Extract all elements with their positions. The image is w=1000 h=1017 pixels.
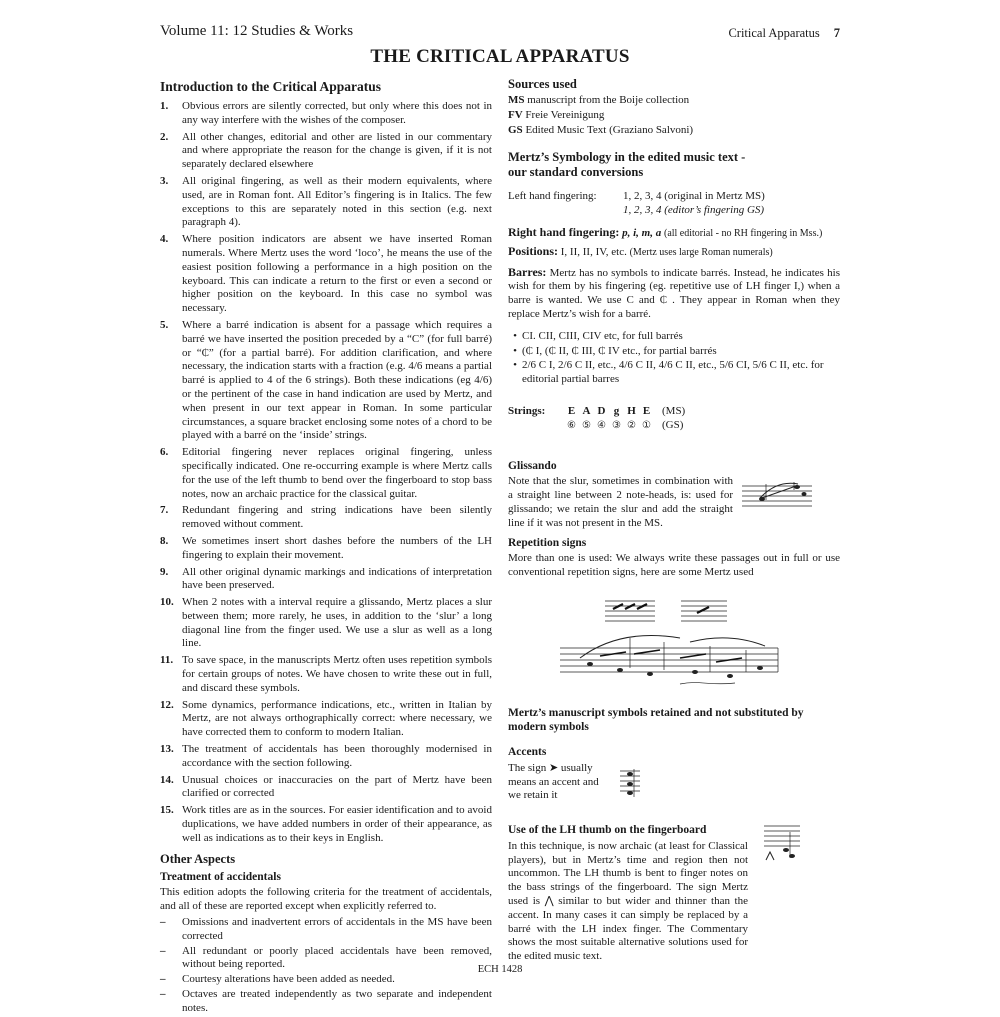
glissando-heading: Glissando xyxy=(508,459,557,472)
barre-list-item xyxy=(508,330,840,344)
intro-list xyxy=(160,100,492,846)
item-number: 2. xyxy=(160,130,169,143)
rh-fingering-note: (all editorial - no RH fingering in Mss.) xyxy=(663,227,823,239)
intro-list-item xyxy=(160,535,492,563)
bullet-icon: • xyxy=(513,359,517,372)
string-gs-number: ④ xyxy=(597,419,606,431)
item-number: 4. xyxy=(160,233,169,246)
source-desc: Edited Music Text (Graziano Salvoni) xyxy=(525,123,694,136)
item-text: All other changes, editorial and other are listed in our commentary and where appropriate the reason for the change is given, if it is not separately declared elsewhere xyxy=(182,130,492,171)
page-number: 7 xyxy=(833,26,840,40)
accents-heading: Accents xyxy=(508,746,547,758)
lh-fingering-editor: 1, 2, 3, 4 (editor’s fingering GS) xyxy=(623,204,765,217)
accidentals-heading: Treatment of accidentals xyxy=(160,870,281,883)
item-text: Octaves are treated independently as two separate and independent notes. xyxy=(182,988,492,1014)
source-item xyxy=(508,124,840,138)
positions-note: (Mertz uses large Roman numerals) xyxy=(629,246,773,258)
symbology-heading-line-1: Mertz’s Symbology in the edited music text - xyxy=(508,150,746,165)
source-code: FV xyxy=(508,108,523,121)
sources-list xyxy=(508,94,840,137)
repetition-heading: Repetition signs xyxy=(508,536,587,549)
strings-ms-row xyxy=(564,405,685,419)
glissando-text: Note that the slur, sometimes in combination with a straight line between 2 note-heads, is: used for glissando; we retain the slur and add the straight line if it was not present in the MS. xyxy=(508,475,733,529)
page-title: THE CRITICAL APPARATUS xyxy=(370,46,630,67)
retained-heading: Mertz’s manuscript symbols retained and not substituted by modern symbols xyxy=(508,707,804,733)
string-ms-letter: E xyxy=(567,404,576,417)
item-text: Work titles are as in the sources. For easier identification and to avoid duplications, we have added numbers in order of their appearance, as well as indications as to their keys in English. xyxy=(182,804,492,844)
item-text: Where position indicators are absent we have inserted Roman numerals. Where Mertz uses the word ‘loco’, he means the use of the easiest position following a performance in a high position on the keyboard. This can indicate a return to the first or even a second or higher position on the keyboard. In this case no symbol was necessary. xyxy=(182,233,492,315)
item-number: 15. xyxy=(160,804,174,817)
source-code: MS xyxy=(508,94,525,106)
item-text: All original fingering, as well as their modern equivalents, where used, are in Roman font. All Editor’s fingering is in Italics. The few exceptions to this are separately noted in this section (e.g. next paragraph 4). xyxy=(182,174,492,229)
symbology-heading-line-2: our standard conversions xyxy=(508,165,644,180)
thumb-section xyxy=(508,824,748,966)
intro-list-item xyxy=(160,654,492,695)
item-text: Obvious errors are silently corrected, but only where this does not in any way interfere with the wishes of the composer. xyxy=(182,100,492,126)
dash-marker: – xyxy=(160,916,166,929)
item-number: 3. xyxy=(160,174,169,187)
left-column xyxy=(160,79,492,1017)
string-ms-letter: D xyxy=(597,404,606,417)
item-number: 5. xyxy=(160,318,169,331)
item-text: 2/6 C I, 2/6 C II, etc., 4/6 C II, 4/6 C II, etc., 5/6 CI, 5/6 C II, etc. for editorial partial barres xyxy=(522,359,824,386)
lh-fingering xyxy=(508,190,840,218)
barres-paragraph xyxy=(508,266,840,322)
strings-gs-tag: (GS) xyxy=(662,418,684,431)
string-ms-letter: H xyxy=(627,404,636,417)
intro-heading: Introduction to the Critical Apparatus xyxy=(160,79,382,94)
accidentals-list-item xyxy=(160,973,492,987)
barre-list-item xyxy=(508,359,840,387)
intro-list-item xyxy=(160,100,492,128)
string-ms-letter: E xyxy=(642,404,651,417)
item-text: We sometimes insert short dashes before the numbers of the LH fingering to explain their movement. xyxy=(182,534,492,561)
dash-marker: – xyxy=(160,944,166,957)
item-number: 12. xyxy=(160,698,174,711)
string-ms-letter: g xyxy=(613,404,620,417)
glissando-music-example xyxy=(742,478,814,514)
thumb-heading: Use of the LH thumb on the fingerboard xyxy=(508,824,707,836)
item-text: Unusual choices or inaccuracies on the part of Mertz have been clarified or corrected xyxy=(182,773,492,800)
repetition-sign-2 xyxy=(681,597,729,625)
strings-gs-row xyxy=(564,419,685,433)
source-item xyxy=(508,109,840,123)
source-desc: manuscript from the Boije collection xyxy=(527,94,690,106)
intro-list-item xyxy=(160,233,492,316)
string-gs-number: ⑤ xyxy=(582,419,591,431)
item-number: 13. xyxy=(160,743,174,756)
intro-list-item xyxy=(160,319,492,443)
item-number: 6. xyxy=(160,446,169,459)
item-text: Omissions and inadvertent errors of accidentals in the MS have been corrected xyxy=(182,916,492,942)
string-gs-number: ⑥ xyxy=(567,419,576,431)
dash-marker: – xyxy=(160,988,166,1001)
accidentals-list-item xyxy=(160,988,492,1016)
item-text: CI. CII, CIII, CIV etc, for full barrés xyxy=(522,329,683,342)
accidentals-intro: This edition adopts the following criteria for the treatment of accidentals, and all of these are reported except when explicitly referred to. xyxy=(160,886,492,913)
barre-list xyxy=(508,330,840,387)
lh-fingering-label: Left hand fingering: xyxy=(508,190,597,203)
item-number: 10. xyxy=(160,596,174,609)
rh-fingering xyxy=(508,226,840,241)
item-text: All redundant or poorly placed accidentals have been removed, without being reported. xyxy=(182,944,492,971)
item-text: The treatment of accidentals has been thoroughly modernised in accordance with the section following. xyxy=(182,743,492,769)
repetition-music-example xyxy=(560,628,780,692)
thumb-music-example xyxy=(762,820,802,862)
repetition-section xyxy=(508,537,840,580)
source-code: GS xyxy=(508,123,523,136)
strings-label: Strings: xyxy=(508,404,546,417)
section-name: Critical Apparatus xyxy=(728,26,820,40)
barres-label: Barres: xyxy=(508,264,547,279)
other-aspects-heading: Other Aspects xyxy=(160,851,236,866)
item-number: 9. xyxy=(160,565,169,578)
accents-section xyxy=(508,746,608,805)
rh-fingering-label: Right hand fingering: xyxy=(508,224,620,239)
dash-marker: – xyxy=(160,973,166,986)
lh-fingering-original: 1, 2, 3, 4 (original in Mertz MS) xyxy=(623,190,765,203)
source-desc: Freie Vereinigung xyxy=(525,108,605,121)
item-text: Redundant fingering and string indications have been silently removed without comment. xyxy=(182,504,492,531)
repetition-text: More than one is used: We always write these passages out in full or use conventional repetition signs, here are some Mertz used xyxy=(508,552,840,579)
item-text: All other original dynamic markings and indications of interpretation have been preserved. xyxy=(182,565,492,592)
item-text: Editorial fingering never replaces original fingering, unless specifically indicated. One re-occurring example is where Mertz calls for the use of the left thumb to bend over the fingerboard to stop bass notes, now an archaic practice for the classical guitar. xyxy=(182,446,492,500)
item-text: Courtesy alterations have been added as needed. xyxy=(182,973,395,986)
strings-ms-tag: (MS) xyxy=(662,404,686,417)
glissando-section xyxy=(508,460,733,531)
item-text: To save space, in the manuscripts Mertz often uses repetition symbols for certain groups of notes. We have chosen to write these out in full, and discard these symbols. xyxy=(182,654,492,694)
string-gs-number: ③ xyxy=(612,419,621,431)
string-ms-letter: A xyxy=(582,404,591,417)
string-gs-number: ② xyxy=(627,419,636,431)
intro-list-item xyxy=(160,175,492,230)
intro-list-item xyxy=(160,504,492,532)
intro-list-item xyxy=(160,131,492,172)
bullet-icon: • xyxy=(513,329,517,342)
thumb-text: In this technique, is now archaic (at least for Classical players), but in Mertz’s time and region then not uncommon. The LH thumb is bent to finger notes on the bass strings of the fingerboard. The sign Mertz used is ⋀ similar to but wider and thinner than the accent. In many cases it can simply be replaced by a barré with the LH index finger. The Commentary shows the most suitable alternative solutions used for the edited music text. xyxy=(508,839,748,963)
intro-list-item xyxy=(160,774,492,802)
item-number: 11. xyxy=(160,654,174,667)
sources-heading: Sources used xyxy=(508,77,577,91)
item-number: 14. xyxy=(160,773,174,786)
running-header xyxy=(728,26,840,41)
item-number: 1. xyxy=(160,100,169,112)
intro-list-item xyxy=(160,699,492,740)
source-item xyxy=(508,94,840,108)
accidentals-list-item xyxy=(160,916,492,944)
item-text: Some dynamics, performance indications, etc., written in Italian by Mertz, are not always orthographically correct: where necessary, we have corrected them to conform to modern Italian. xyxy=(182,698,492,739)
positions-value: I, II, II, IV, etc. xyxy=(560,245,627,258)
intro-list-item xyxy=(160,743,492,771)
item-text: When 2 notes with a interval require a glissando, Mertz places a slur between them; more rarely, he uses, in addition to the ‘slur’ a long diagonal line from the finger used. We use a slur as well as a long line. xyxy=(182,596,492,650)
item-text: Where a barré indication is absent for a passage which requires a barré we have inserted the position preceded by a “C” (for full barré) or “₵” (for a partial barré). For addition clarification, and where necessary, the indication starts with a fraction (e.g. 4/6 means a partial barré is applied to 4 of the 6 strings). Both these indications (eg 4/6) or the pertinent of the case in hand indication are used by Mertz, and when present in our text appear in Roman. In some particular circumstances, a square bracket enclosing some notes of a chord to be played with a barré on the ‘inside’ strings. xyxy=(182,318,492,442)
volume-title: Volume 11: 12 Studies & Works xyxy=(160,23,354,39)
intro-list-item xyxy=(160,566,492,594)
accent-music-example xyxy=(620,765,642,799)
intro-list-item xyxy=(160,596,492,651)
barres-text: Mertz has no symbols to indicate barrés. Instead, he indicates his wish for them by his fingering (eg. repetitive use of LH finger I,) when a barre is wanted. We use C and ₵ . They appear in Roman when they replace Mertz’s wish for a barré. xyxy=(508,266,840,320)
item-text: (₵ I, (₵ II, ₵ III, ₵ IV etc., for partial barrés xyxy=(522,344,717,357)
string-gs-number: ① xyxy=(642,419,651,431)
intro-list-item xyxy=(160,804,492,845)
barre-list-item xyxy=(508,345,840,359)
accents-text: The sign ➤ usually means an accent and we retain it xyxy=(508,761,599,802)
repetition-sign-1 xyxy=(605,597,657,625)
positions-label: Positions: xyxy=(508,243,559,258)
page-footer: ECH 1428 xyxy=(477,964,523,975)
positions xyxy=(508,245,840,260)
symbology-heading xyxy=(508,150,840,180)
intro-list-item xyxy=(160,446,492,501)
strings-table xyxy=(508,405,840,433)
rh-fingering-value: p, i, m, a xyxy=(622,226,662,239)
item-number: 8. xyxy=(160,534,169,547)
bullet-icon: • xyxy=(513,344,517,357)
item-number: 7. xyxy=(160,504,169,517)
